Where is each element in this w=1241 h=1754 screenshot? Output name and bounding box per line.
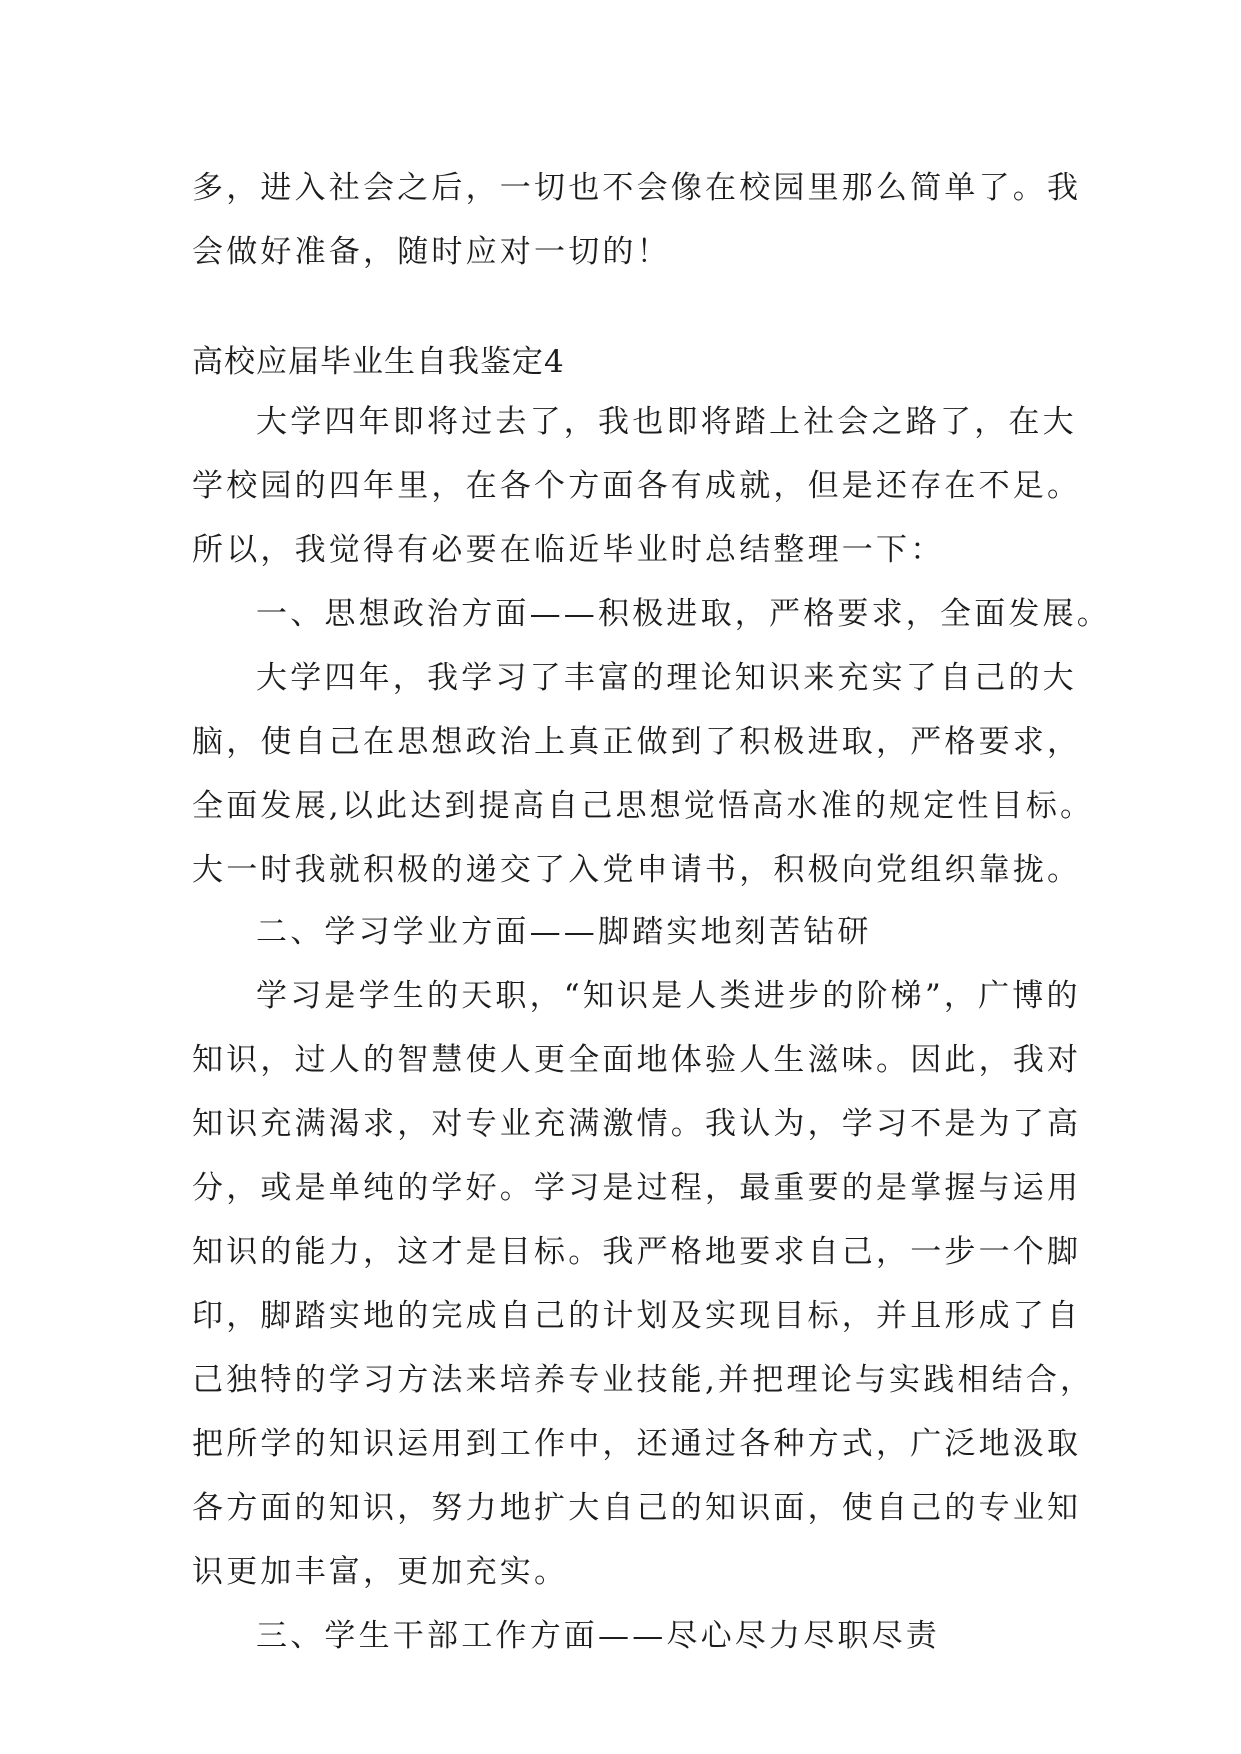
body-text-line: 所以，我觉得有必要在临近毕业时总结整理一下： (192, 532, 945, 568)
body-text-line: 各方面的知识，努力地扩大自己的知识面，使自己的专业知 (192, 1490, 1082, 1526)
body-text-line: 脑，使自己在思想政治上真正做到了积极进取，严格要求， (192, 724, 1082, 760)
paragraph-first-line: 大学四年，我学习了丰富的理论知识来充实了自己的大 (256, 660, 1077, 696)
subheading: 二、学习学业方面——脚踏实地刻苦钻研 (256, 914, 872, 950)
body-text-line: 知识的能力，这才是目标。我严格地要求自己，一步一个脚 (192, 1234, 1082, 1270)
paragraph-first-line: 大学四年即将过去了，我也即将踏上社会之路了，在大 (256, 404, 1077, 440)
body-text-line: 学校园的四年里，在各个方面各有成就，但是还存在不足。 (192, 468, 1082, 504)
section-title: 高校应届毕业生自我鉴定4 (192, 344, 565, 380)
body-text-line: 全面发展,以此达到提高自己思想觉悟高水准的规定性目标。 (192, 788, 1095, 824)
body-text-line: 会做好准备，随时应对一切的！ (192, 234, 671, 270)
body-text-line: 知识充满渴求，对专业充满激情。我认为，学习不是为了高 (192, 1106, 1082, 1142)
body-text-line: 印，脚踏实地的完成自己的计划及实现目标，并且形成了自 (192, 1298, 1082, 1334)
paragraph-first-line: 学习是学生的天职，“知识是人类进步的阶梯”，广博的 (256, 978, 1081, 1014)
body-text-line: 分，或是单纯的学好。学习是过程，最重要的是掌握与运用 (192, 1170, 1082, 1206)
body-text-line: 知识，过人的智慧使人更全面地体验人生滋味。因此，我对 (192, 1042, 1082, 1078)
body-text-line: 多，进入社会之后，一切也不会像在校园里那么简单了。我 (192, 170, 1082, 206)
subheading: 一、思想政治方面——积极进取，严格要求，全面发展。 (256, 596, 1111, 632)
body-text-line: 把所学的知识运用到工作中，还通过各种方式，广泛地汲取 (192, 1426, 1082, 1462)
body-text-line: 大一时我就积极的递交了入党申请书，积极向党组织靠拢。 (192, 852, 1082, 888)
subheading: 三、学生干部工作方面——尽心尽力尽职尽责 (256, 1618, 940, 1654)
body-text-line: 识更加丰富，更加充实。 (192, 1554, 569, 1590)
body-text-line: 己独特的学习方法来培养专业技能,并把理论与实践相结合， (192, 1362, 1095, 1398)
